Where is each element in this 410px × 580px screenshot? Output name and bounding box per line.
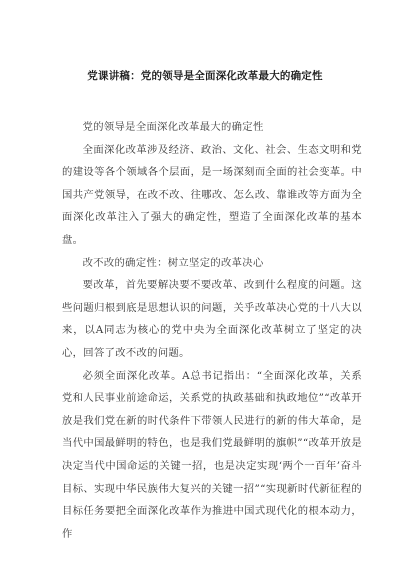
section-heading: 改不改的确定性：树立坚定的改革决心 <box>82 256 264 269</box>
section-heading: 党的领导是全面深化改革最大的确定性 <box>82 121 264 133</box>
paragraph: 全面深化改革涉及经济、政治、文化、社会、生态文明和党的建设等各个领域各个层面，是一场深刻而全面的社会变革。中国共产党领导，在改不改、往哪改、怎么改、靠谁改等方面为全面深化改革注入了强大的确定性，塑造了全面深化改革的基本盘。 <box>62 143 362 246</box>
paragraph: 必须全面深化改革。A总书记指出：“全面深化改革，关系党和人民事业前途命运，关系党的执政基础和执政地位”“改革开放是我们党在新的时代条件下带领人民进行的新的伟大革命，是当代中国最鲜明的特色，也是我们党最鲜明的旗帜”“改革开放是决定当代中国命运的关键一招，也是决定实现‘两个一百年’奋斗目标、实现中华民族伟大复兴的关键一招”“实现新时代新征程的目标任务要把全面深化改革作为推进中国式现代化的根本动力，作 <box>62 369 362 540</box>
paragraph: 要改革，首先要解决要不要改革、改到什么程度的问题。这些问题归根到底是思想认识的问题，关乎改革决心党的十八大以来，以A同志为核心的党中央为全面深化改革树立了坚定的决心，回答了改不改的问题。 <box>62 279 362 359</box>
document-title: 党课讲稿：党的领导是全面深化改革最大的确定性 <box>87 70 323 82</box>
document-body <box>62 116 362 545</box>
